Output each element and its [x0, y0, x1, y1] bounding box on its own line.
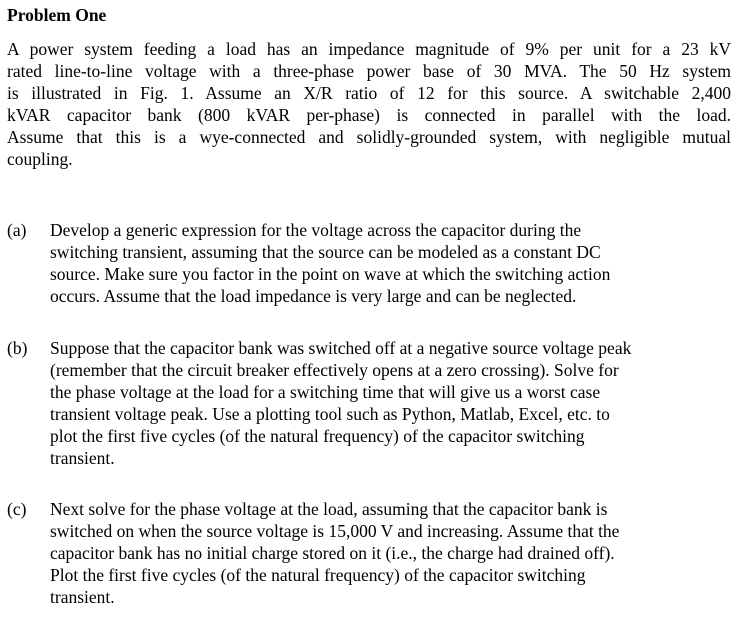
part-b-line: the phase voltage at the load for a switching time that will give us a worst case	[50, 382, 601, 402]
intro-line: kVAR capacitor bank (800 kVAR per-phase) is connected in parallel with the load.	[7, 105, 731, 125]
intro-line: Assume that this is a wye-connected and solidly-grounded system, with negligible mutual	[7, 127, 731, 147]
problem-intro	[7, 38, 731, 170]
part-a-label: (a)	[7, 220, 27, 240]
part-c-line: capacitor bank has no initial charge stored on it (i.e., the charge had drained off).	[50, 543, 615, 563]
part-a-line: Develop a generic expression for the voltage across the capacitor during the	[50, 220, 582, 240]
part-b-line: Suppose that the capacitor bank was switched off at a negative source voltage peak	[50, 338, 632, 358]
intro-line: coupling.	[7, 149, 73, 169]
part-c-line: transient.	[50, 587, 115, 607]
part-b-line: (remember that the circuit breaker effectively opens at a zero crossing). Solve for	[50, 360, 619, 380]
part-a-line: switching transient, assuming that the source can be modeled as a constant DC	[50, 242, 601, 262]
intro-line: is illustrated in Fig. 1. Assume an X/R ratio of 12 for this source. A switchable 2,400	[7, 83, 731, 103]
part-b-label: (b)	[7, 338, 28, 358]
part-c-text	[50, 498, 737, 608]
part-c-label: (c)	[7, 499, 27, 519]
part-a-line: occurs. Assume that the load impedance is very large and can be neglected.	[50, 286, 577, 306]
part-b-line: transient voltage peak. Use a plotting tool such as Python, Matlab, Excel, etc. to	[50, 404, 610, 424]
part-b-line: transient.	[50, 448, 115, 468]
part-a-text	[50, 219, 737, 307]
intro-line: A power system feeding a load has an impedance magnitude of 9% per unit for a 23 kV	[7, 39, 731, 59]
part-b-line: plot the first five cycles (of the natural frequency) of the capacitor switching	[50, 426, 585, 446]
part-b-text	[50, 337, 737, 469]
problem-title: Problem One	[7, 5, 107, 25]
part-c-line: Plot the first five cycles (of the natural frequency) of the capacitor switching	[50, 565, 586, 585]
part-c-line: switched on when the source voltage is 15,000 V and increasing. Assume that the	[50, 521, 620, 541]
part-a-line: source. Make sure you factor in the point on wave at which the switching action	[50, 264, 611, 284]
intro-line: rated line-to-line voltage with a three-phase power base of 30 MVA. The 50 Hz system	[7, 61, 731, 81]
part-c-line: Next solve for the phase voltage at the load, assuming that the capacitor bank is	[50, 499, 608, 519]
